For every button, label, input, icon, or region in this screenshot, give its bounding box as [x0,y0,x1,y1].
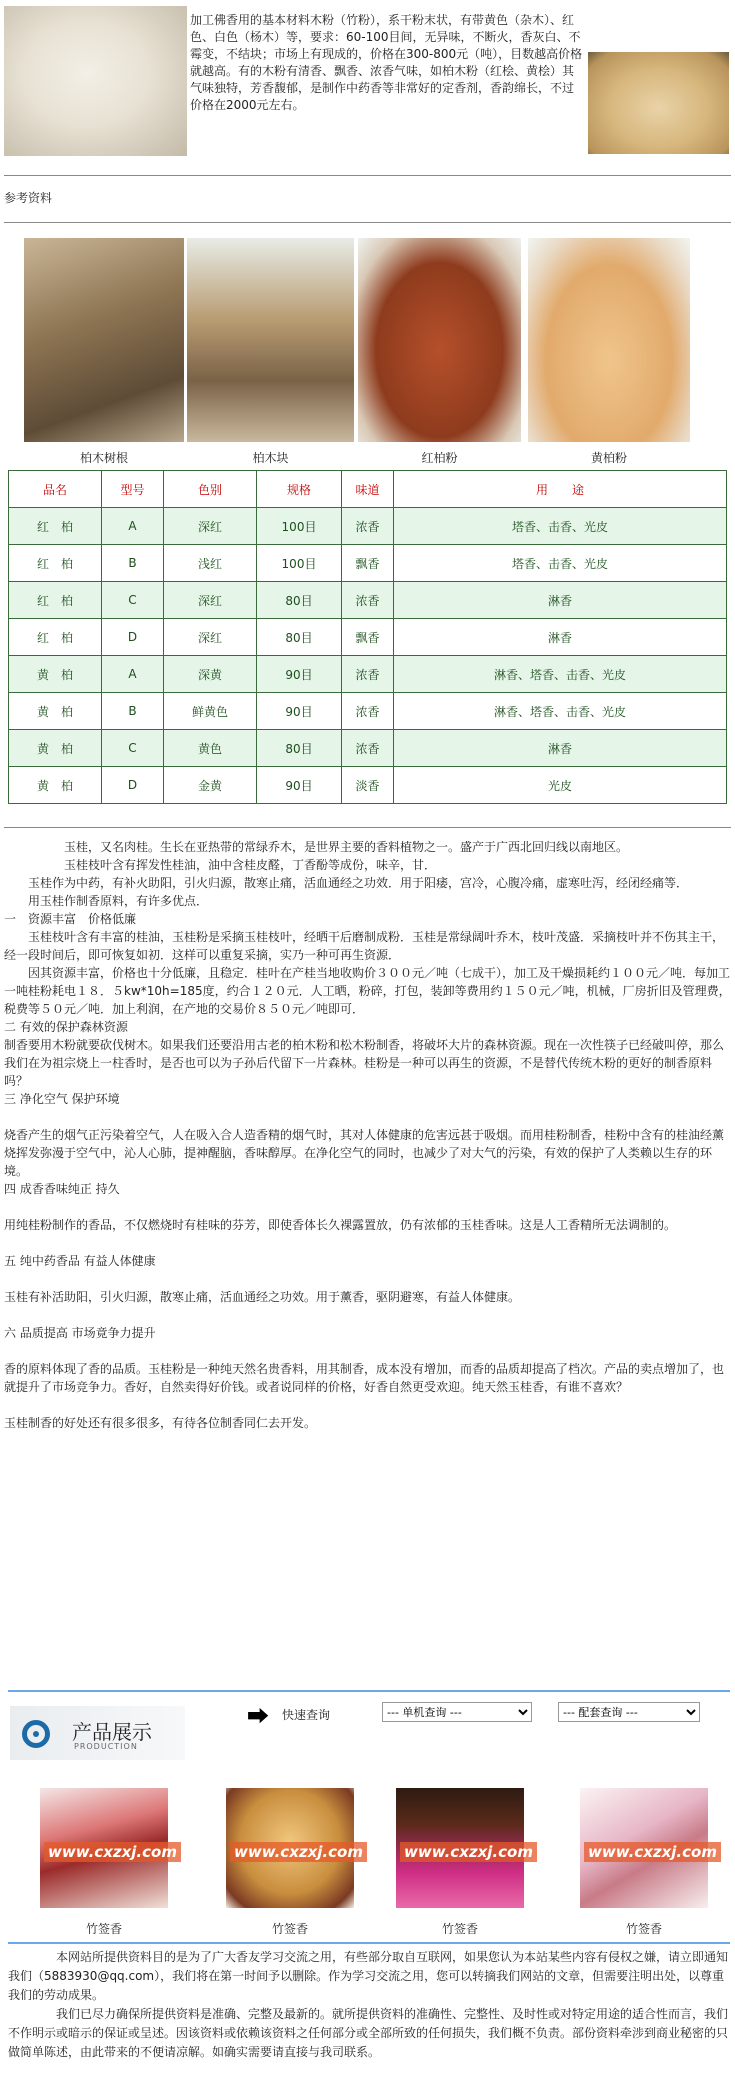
table-cell: A [102,656,164,693]
intro-section [0,0,735,170]
table-cell: 浓香 [342,656,394,693]
table-row [9,656,727,693]
table-cell: 100目 [257,508,342,545]
column-header: 型号 [102,471,164,508]
wood-gallery [0,238,735,468]
divider [4,175,731,176]
section-heading: 六 品质提高 市场竟争力提升 [4,1326,156,1340]
section-heading: 五 纯中药香品 有益人体健康 [4,1254,156,1268]
table-cell: 90目 [257,656,342,693]
table-row [9,545,727,582]
article-paragraph: 玉桂枝叶含有丰富的桂油，玉桂粉是采摘玉桂枝叶，经晒干后磨制成粉．玉桂是常绿阔叶乔木，枝叶茂盛．采摘枝叶并不伤其主干，经一段时间后，即可恢复如初．这样可以重复采摘，实乃一种可再生资源． [4,930,725,962]
column-header: 品名 [9,471,102,508]
yellow-wood-powder-image [588,52,729,154]
intro-paragraph: 加工佛香用的基本材料木粉（竹粉），系干粉末状，有带黄色（杂木）、红色、白色（杨木）等，要求：60-100目间，无异味，不断火，香灰白、不霉变，不结块；市场上有现成的，价格在300-800元（吨），目数越高价格就越高。有的木粉有清香、飘香、浓香气味，如柏木粉（红桧、黄桧）其气味独特，芳香馥郁，是制作中药香等非常好的定香剂，香韵绵长，不过价格在2000元左右。 [190,13,583,112]
gallery-caption: 黄柏粉 [590,451,627,465]
table-cell: 塔香、击香、光皮 [394,545,727,582]
table-cell: 淋香 [394,582,727,619]
product-list [0,1788,735,1936]
column-header: 用 途 [394,471,727,508]
table-cell: 红 柏 [9,619,102,656]
product-caption[interactable]: 竹签香 [271,1922,308,1936]
watermark: www.cxzxj.com [584,1842,721,1862]
table-cell: 100目 [257,545,342,582]
table-cell: 浓香 [342,693,394,730]
table-cell: A [102,508,164,545]
table-row [9,767,727,804]
divider [8,1690,730,1692]
logo-subtitle: PRODUCTION [74,1742,138,1751]
table-cell: 塔香、击香、光皮 [394,508,727,545]
product-image[interactable] [226,1788,363,1908]
table-cell: 淋香 [394,730,727,767]
table-cell: 黄 柏 [9,656,102,693]
table-cell: 光皮 [394,767,727,804]
table-cell: 深黄 [164,656,257,693]
table-header-row [9,471,727,508]
product-image[interactable] [580,1788,717,1908]
table-row [9,508,727,545]
watermark: www.cxzxj.com [230,1842,367,1862]
table-cell: 红 柏 [9,582,102,619]
product-caption[interactable]: 竹签香 [625,1922,662,1936]
table-cell: 黄 柏 [9,767,102,804]
quick-search-label: 快速查询 [282,1708,331,1722]
table-cell: B [102,693,164,730]
article-paragraph: 玉桂枝叶含有挥发性桂油，油中含桂皮醛，丁香酚等成份，味辛，甘． [4,858,437,872]
table-cell: 浓香 [342,582,394,619]
table-cell: 飘香 [342,619,394,656]
section-heading: 二 有效的保护森林资源 [4,1020,128,1034]
cypress-root-image [24,238,184,442]
column-header: 规格 [257,471,342,508]
gallery-caption: 红柏粉 [421,451,458,465]
article-paragraph: 因其资源丰富，价格也十分低廉，且稳定．桂叶在产桂当地收购价３００元／吨（七成干），加工及干燥损耗约１００元／吨．每加工一吨桂粉耗电１８．５kw*10h=185度，约合１２０元．人工晒，粉碎，打包，装卸等费用约１５０元／吨，机械，厂房折旧及管理费，税费等５０元／吨．加上利润，在产地的交易价８５０元／吨即可． [4,966,731,1016]
table-cell: C [102,730,164,767]
article-paragraph: 烧香产生的烟气正污染着空气，人在吸入合人造香精的烟气时，其对人体健康的危害远甚于吸烟。而用桂粉制香，桂粉中含有的桂油经薰烧挥发弥漫于空气中，沁人心肺，提神醒脑，香味醇厚。在净化空气的同时，也减少了对大气的污染，有效的保护了人类赖以生存的环境。 [4,1128,725,1178]
table-cell: B [102,545,164,582]
product-image[interactable] [40,1788,177,1908]
table-cell: 80目 [257,730,342,767]
standalone-query-select[interactable] [382,1702,532,1722]
table-cell: 红 柏 [9,508,102,545]
table-cell: 80目 [257,582,342,619]
spec-table [8,470,727,804]
article-paragraph: 玉桂，又名肉桂。生长在亚热带的常绿乔木，是世界主要的香料植物之一。盛产于广西北回归线以南地区。 [4,840,629,854]
table-cell: 深红 [164,582,257,619]
table-row [9,730,727,767]
gallery-caption: 柏木树根 [79,451,128,465]
divider [4,827,731,828]
table-cell: 浓香 [342,730,394,767]
table-cell: 浓香 [342,508,394,545]
cypress-block-image [187,238,354,442]
footer-paragraph: 我们已尽力确保所提供资料是准确、完整及最新的。就所提供资料的准确性、完整性、及时性或对特定用途的适合性而言，我们不作明示或暗示的保证或呈述。因该资料或依赖该资料之任何部分或全部所致的任何损失，我们概不负责。部份资料牵涉到商业秘密的只做简单陈述，由此带来的不便请凉解。如确实需要请直接与我司联系。 [8,2007,729,2059]
table-cell: 淋香 [394,619,727,656]
product-caption[interactable]: 竹签香 [85,1922,122,1936]
red-cypress-powder-image [358,238,521,442]
table-cell: 黄色 [164,730,257,767]
footer-paragraph: 本网站所提供资料目的是为了广大香友学习交流之用，有些部分取自互联网，如果您认为本站某些内容有侵权之嫌，请立即通知我们（5883930@qq.com），我们将在第一时间予以删除。作为学习交流之用，您可以转摘我们网站的文章，但需要注明出处，以尊重我们的劳动成果。 [8,1950,729,2002]
table-cell: D [102,619,164,656]
table-row [9,693,727,730]
watermark: www.cxzxj.com [400,1842,537,1862]
table-cell: 淋香、塔香、击香、光皮 [394,693,727,730]
accessory-query-select[interactable] [558,1702,700,1722]
section-heading: 三 净化空气 保护环境 [4,1092,120,1106]
table-cell: D [102,767,164,804]
divider [8,1942,730,1944]
table-cell: 黄 柏 [9,693,102,730]
article-paragraph: 玉桂制香的好处还有很多很多，有待各位制香同仁去开发。 [4,1416,317,1430]
table-cell: C [102,582,164,619]
article-paragraph: 用纯桂粉制作的香品，不仅燃烧时有桂味的芬芳，即使香体长久裸露置放，仍有浓郁的玉桂香味。这是人工香精所无法调制的。 [4,1218,677,1232]
logo-title: 产品展示 [72,1720,152,1744]
table-cell: 浅红 [164,545,257,582]
table-cell: 80目 [257,619,342,656]
watermark: www.cxzxj.com [44,1842,181,1862]
article-paragraph: 玉桂有补活助阳，引火归源，散寒止痛，活血通经之功效。用于薰香，驱阴避寒，有益人体健康。 [4,1290,521,1304]
table-row [9,619,727,656]
target-icon [22,1720,50,1748]
table-cell: 深红 [164,508,257,545]
column-header: 味道 [342,471,394,508]
section-heading: 一 资源丰富 价格低廉 [4,912,137,926]
table-cell: 黄 柏 [9,730,102,767]
product-bar [0,1690,735,1760]
arrow-right-icon: ⮕ [247,1705,270,1730]
article-paragraph: 用玉桂作制香原料，有许多优点． [4,894,209,908]
table-cell: 90目 [257,693,342,730]
table-cell: 90目 [257,767,342,804]
section-heading: 四 成香香味纯正 持久 [4,1182,120,1196]
table-cell: 淋香、塔香、击香、光皮 [394,656,727,693]
column-header: 色别 [164,471,257,508]
divider [4,222,731,223]
product-image[interactable] [396,1788,533,1908]
reference-label: 参考资料 [4,191,53,205]
table-cell: 飘香 [342,545,394,582]
product-caption[interactable]: 竹签香 [441,1922,478,1936]
table-row [9,582,727,619]
white-wood-powder-image [4,6,187,156]
footer-disclaimer [8,1948,732,2062]
article-paragraph: 玉桂作为中药，有补火助阳，引火归源，散寒止痛，活血通经之功效．用于阳痿，宫冷，心腹冷痛，虚寒吐泻，经闭经痛等． [4,876,689,890]
article-paragraph: 香的原料体现了香的品质。玉桂粉是一种纯天然名贵香料，用其制香，成本没有增加，而香的品质却提高了档次。产品的卖点增加了，也就提升了市场竞争力。香好，自然卖得好价钱。或者说同样的价格，好香自然更受欢迎。纯天然玉桂香，有谁不喜欢？ [4,1362,725,1394]
table-cell: 金黄 [164,767,257,804]
product-logo [10,1706,185,1760]
table-cell: 淡香 [342,767,394,804]
gallery-caption: 柏木块 [252,451,289,465]
table-cell: 鲜黄色 [164,693,257,730]
table-cell: 红 柏 [9,545,102,582]
table-cell: 深红 [164,619,257,656]
yellow-cypress-powder-image [528,238,690,442]
intro-text [190,12,585,114]
article-paragraph: 制香要用木粉就要砍伐树木。如果我们还要沿用古老的柏木粉和松木粉制香，将破坏大片的森林资源。现在一次性筷子已经破叫停，那么我们在为祖宗烧上一柱香时，是否也可以为子孙后代留下一片森林。桂粉是一种可以再生的资源，不是替代传统木粉的更好的制香原料吗？ [4,1038,725,1088]
article [4,838,731,1432]
